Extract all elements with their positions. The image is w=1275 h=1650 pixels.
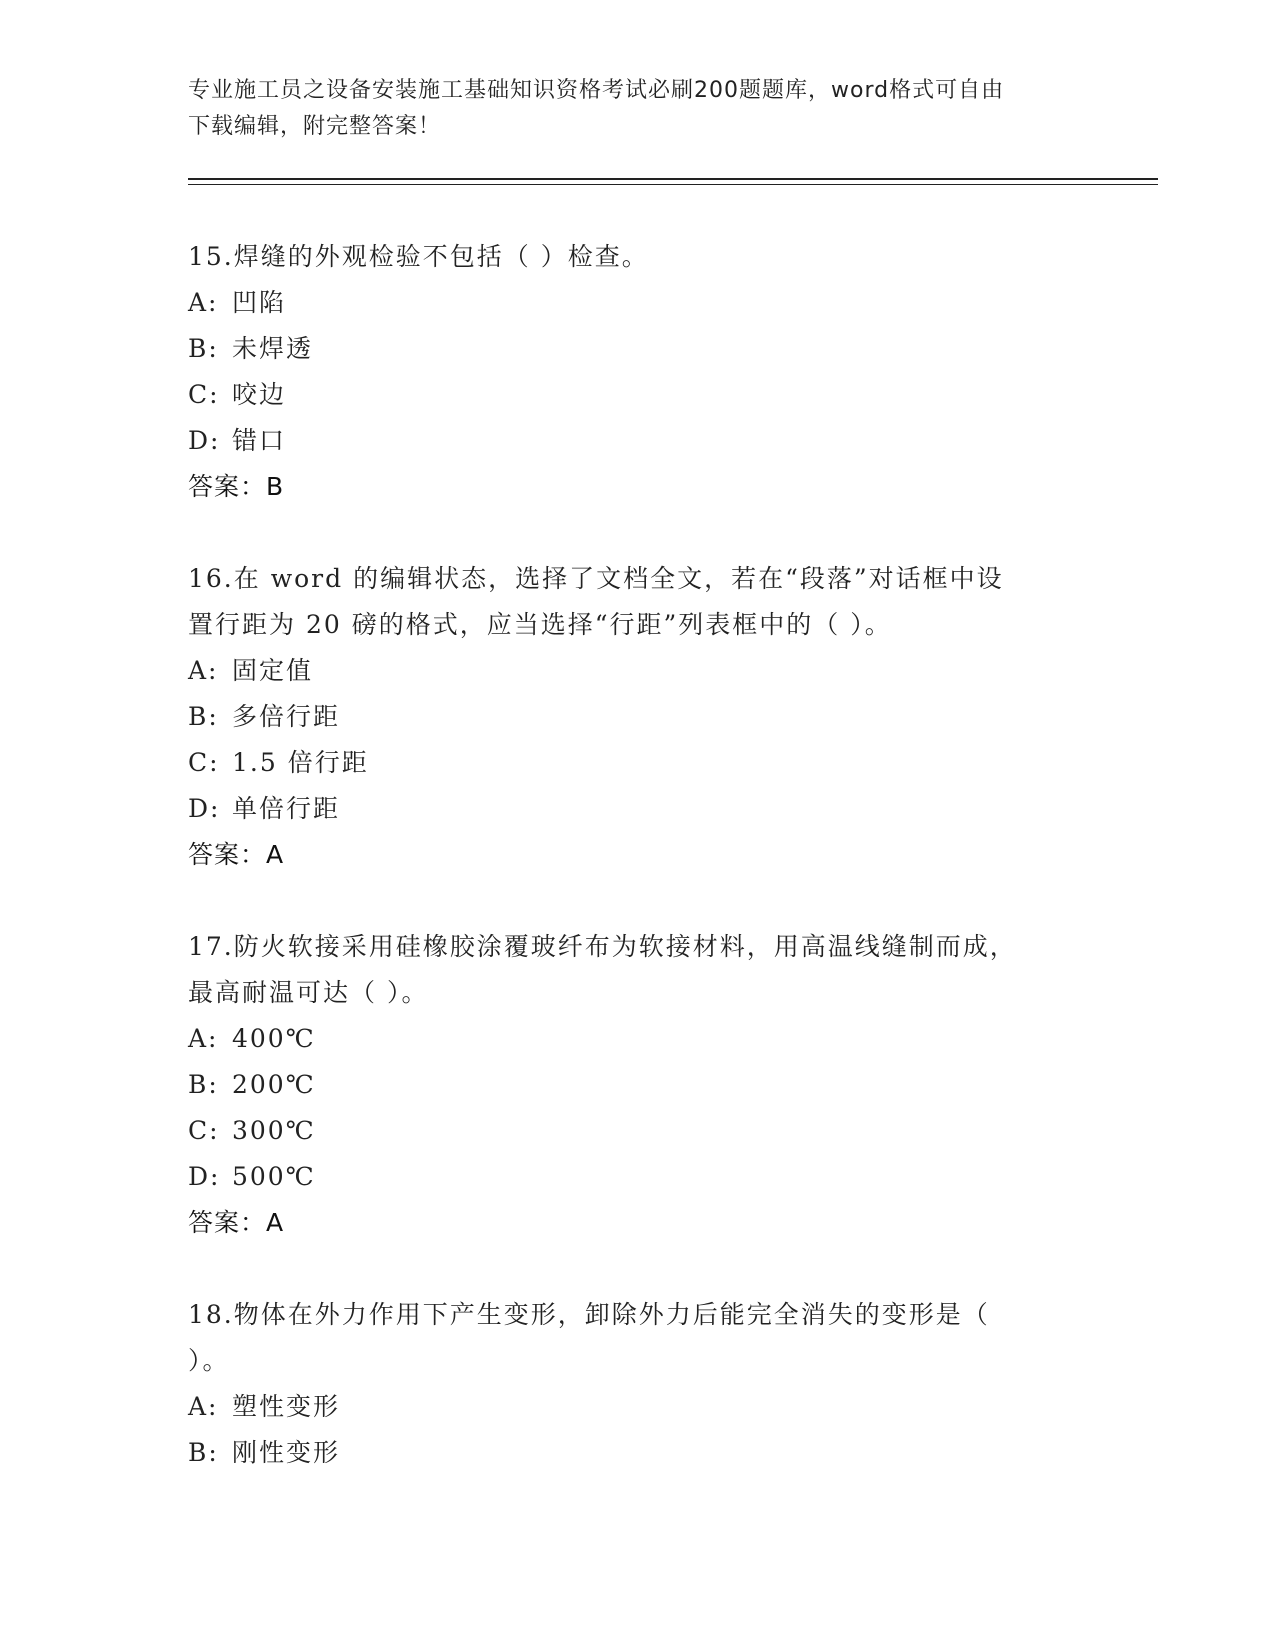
answer-text: 答案：A (188, 840, 285, 869)
header-divider-thick (188, 178, 1158, 180)
option-text: 刚性变形 (232, 1438, 341, 1467)
question-number: 15. (188, 242, 234, 271)
header-title-line-1: 专业施工员之设备安装施工基础知识资格考试必刷200题题库，word格式可自由 (188, 78, 1005, 103)
option-text: 固定值 (232, 656, 314, 685)
option-key: D: (188, 1162, 221, 1191)
question-text (188, 234, 1088, 280)
question-line: 防火软接采用硅橡胶涂覆玻纤布为软接材料，用高温线缝制而成， (233, 932, 1017, 961)
option-text: 200℃ (232, 1070, 316, 1099)
question-line: 焊缝的外观检验不包括（ ）检查。 (233, 242, 649, 271)
question-number: 17. (188, 932, 234, 961)
option-key: A: (188, 288, 219, 317)
option-text: 错口 (232, 426, 287, 455)
option-key: B: (188, 1438, 219, 1467)
question-number: 16. (188, 564, 234, 593)
header-title-line-2: 下载编辑，附完整答案！ (188, 114, 442, 139)
option-text: 多倍行距 (232, 702, 341, 731)
option-key: C: (188, 1116, 220, 1145)
question-15 (188, 234, 1088, 510)
question-line: 物体在外力作用下产生变形，卸除外力后能完全消失的变形是（ (233, 1300, 990, 1329)
option-d (188, 786, 1088, 832)
option-b (188, 1430, 1088, 1476)
question-number: 18. (188, 1300, 234, 1329)
option-key: B: (188, 1070, 219, 1099)
option-text: 塑性变形 (232, 1392, 341, 1421)
question-line: 置行距为 20 磅的格式，应当选择“行距”列表框中的（ ）。 (188, 610, 892, 639)
option-text: 单倍行距 (232, 794, 341, 823)
option-text: 400℃ (232, 1024, 316, 1053)
option-b (188, 326, 1088, 372)
option-b (188, 1062, 1088, 1108)
option-c (188, 1108, 1088, 1154)
question-line: 最高耐温可达（ ）。 (188, 978, 429, 1007)
option-c (188, 740, 1088, 786)
option-key: A: (188, 1024, 219, 1053)
question-line: 在 word 的编辑状态，选择了文档全文，若在“段落”对话框中设 (233, 564, 1004, 593)
option-key: D: (188, 426, 221, 455)
option-text: 未焊透 (232, 334, 314, 363)
option-a (188, 648, 1088, 694)
option-b (188, 694, 1088, 740)
option-a (188, 1016, 1088, 1062)
document-header (188, 73, 1088, 145)
answer-text: 答案：B (188, 472, 285, 501)
question-text (188, 1292, 1088, 1384)
option-key: C: (188, 748, 220, 777)
option-a (188, 280, 1088, 326)
option-c (188, 372, 1088, 418)
option-d (188, 1154, 1088, 1200)
option-key: B: (188, 702, 219, 731)
option-text: 1.5 倍行距 (232, 748, 369, 777)
option-text: 300℃ (232, 1116, 316, 1145)
option-key: D: (188, 794, 221, 823)
question-16 (188, 556, 1088, 878)
option-a (188, 1384, 1088, 1430)
question-line: ）。 (188, 1346, 230, 1375)
header-divider-thin (188, 184, 1158, 185)
option-text: 咬边 (232, 380, 287, 409)
option-d (188, 418, 1088, 464)
option-text: 500℃ (232, 1162, 316, 1191)
question-list (188, 234, 1088, 1522)
option-text: 凹陷 (232, 288, 287, 317)
question-18 (188, 1292, 1088, 1476)
option-key: B: (188, 334, 219, 363)
option-key: C: (188, 380, 220, 409)
answer-text: 答案：A (188, 1208, 285, 1237)
question-text (188, 924, 1088, 1016)
question-text (188, 556, 1088, 648)
option-key: A: (188, 656, 219, 685)
question-17 (188, 924, 1088, 1246)
option-key: A: (188, 1392, 219, 1421)
